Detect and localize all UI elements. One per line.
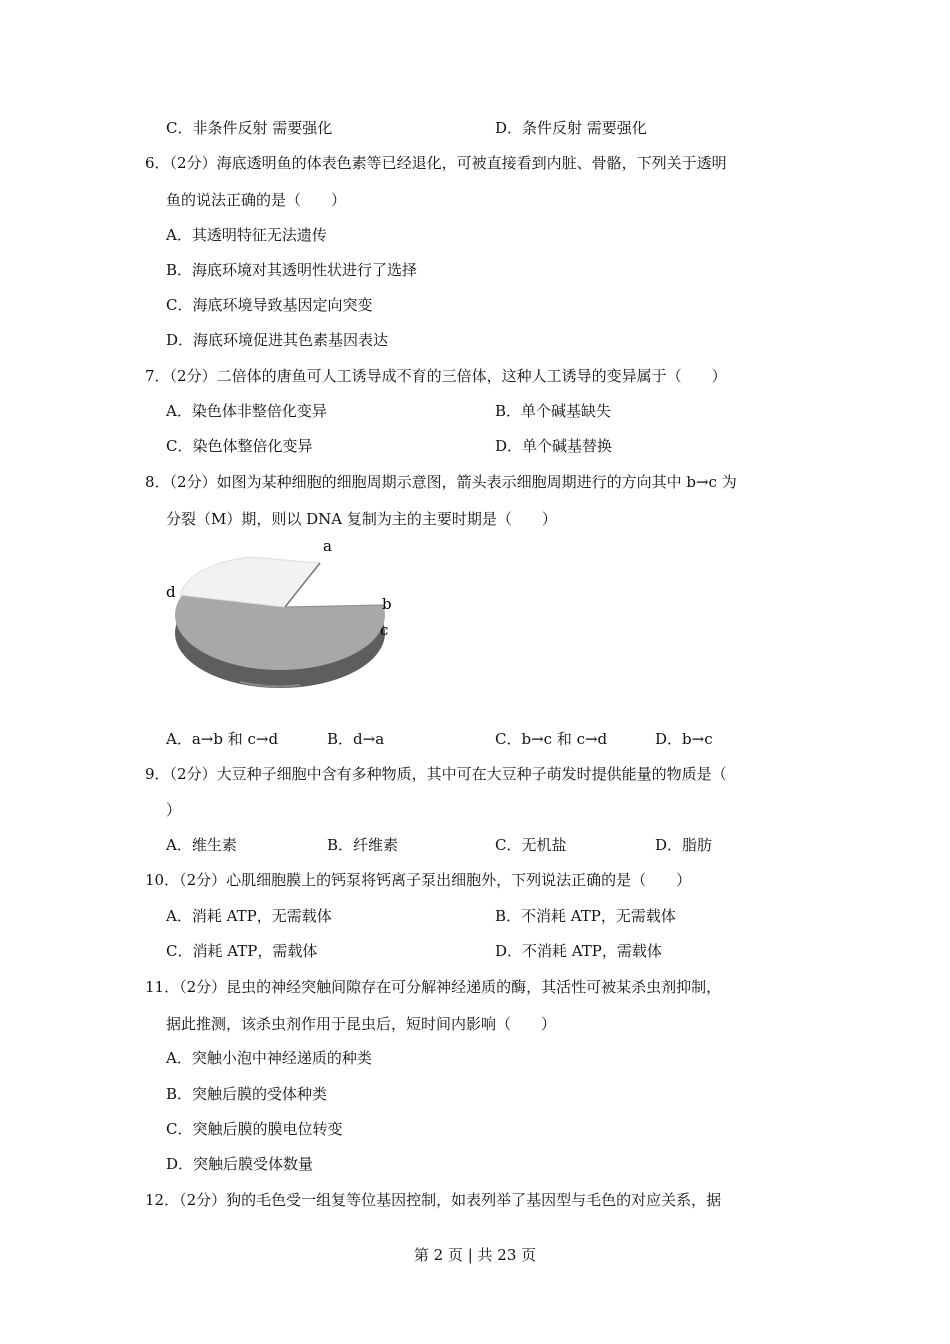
label-c: c	[380, 621, 389, 639]
q5-option-c: C．非条件反射 需要强化	[166, 119, 333, 137]
q8-option-c: C．b→c 和 c→d	[495, 730, 608, 748]
page-footer: 第 2 页 | 共 23 页	[413, 1246, 537, 1264]
q9-option-d: D．脂肪	[655, 836, 713, 854]
q9-option-b: B．纤维素	[327, 836, 399, 854]
q7-option-d: D．单个碱基替换	[495, 437, 613, 455]
q7-option-a: A．染色体非整倍化变异	[166, 402, 327, 420]
q8-stem: 8．（2分）如图为某种细胞的细胞周期示意图，箭头表示细胞周期进行的方向其中 b→c 为	[145, 473, 737, 491]
q6-option-c: C．海底环境导致基因定向突变	[166, 296, 373, 314]
q7-stem: 7．（2分）二倍体的唐鱼可人工诱导成不育的三倍体，这种人工诱导的变异属于（ ）	[145, 367, 727, 385]
q6-stem-cont: 鱼的说法正确的是（ ）	[166, 191, 347, 209]
q10-stem: 10．（2分）心肌细胞膜上的钙泵将钙离子泵出细胞外，下列说法正确的是（ ）	[145, 871, 692, 889]
q12-stem: 12．（2分）狗的毛色受一组复等位基因控制，如表列举了基因型与毛色的对应关系，据	[145, 1191, 722, 1209]
q10-option-d: D．不消耗 ATP，需载体	[495, 942, 662, 960]
label-d: d	[166, 583, 176, 601]
q11-option-a: A．突触小泡中神经递质的种类	[166, 1049, 372, 1067]
q6-option-a: A．其透明特征无法遗传	[166, 226, 327, 244]
label-a: a	[323, 537, 332, 555]
q9-stem-cont: ）	[166, 801, 182, 819]
q9-option-c: C．无机盐	[495, 836, 567, 854]
q10-option-b: B．不消耗 ATP，无需载体	[495, 907, 676, 925]
q7-option-c: C．染色体整倍化变异	[166, 437, 313, 455]
q9-stem: 9．（2分）大豆种子细胞中含有多种物质，其中可在大豆种子萌发时提供能量的物质是（	[145, 765, 727, 783]
q7-option-b: B．单个碱基缺失	[495, 402, 612, 420]
q11-option-d: D．突触后膜受体数量	[166, 1155, 314, 1173]
q10-option-a: A．消耗 ATP，无需载体	[166, 907, 332, 925]
q10-option-c: C．消耗 ATP，需载体	[166, 942, 318, 960]
q9-option-a: A．维生素	[166, 836, 237, 854]
q8-option-b: B．d→a	[327, 730, 385, 748]
q6-option-b: B．海底环境对其透明性状进行了选择	[166, 261, 418, 279]
q8-option-d: D．b→c	[655, 730, 713, 748]
q6-option-d: D．海底环境促进其色素基因表达	[166, 331, 389, 349]
q11-stem: 11．（2分）昆虫的神经突触间隙存在可分解神经递质的酶，其活性可被某杀虫剂抑制，	[145, 978, 722, 996]
label-b: b	[382, 595, 392, 613]
q8-option-a: A．a→b 和 c→d	[166, 730, 279, 748]
q6-stem: 6．（2分）海底透明鱼的体表色素等已经退化，可被直接看到内脏、骨骼，下列关于透明	[145, 154, 727, 172]
q11-stem-cont: 据此推测，该杀虫剂作用于昆虫后，短时间内影响（ ）	[166, 1015, 557, 1033]
q11-option-b: B．突触后膜的受体种类	[166, 1085, 328, 1103]
q11-option-c: C．突触后膜的膜电位转变	[166, 1120, 343, 1138]
q5-option-d: D．条件反射 需要强化	[495, 119, 647, 137]
q8-stem-cont: 分裂（M）期，则以 DNA 复制为主的主要时期是（ ）	[166, 510, 557, 528]
cell-cycle-diagram	[160, 535, 410, 700]
